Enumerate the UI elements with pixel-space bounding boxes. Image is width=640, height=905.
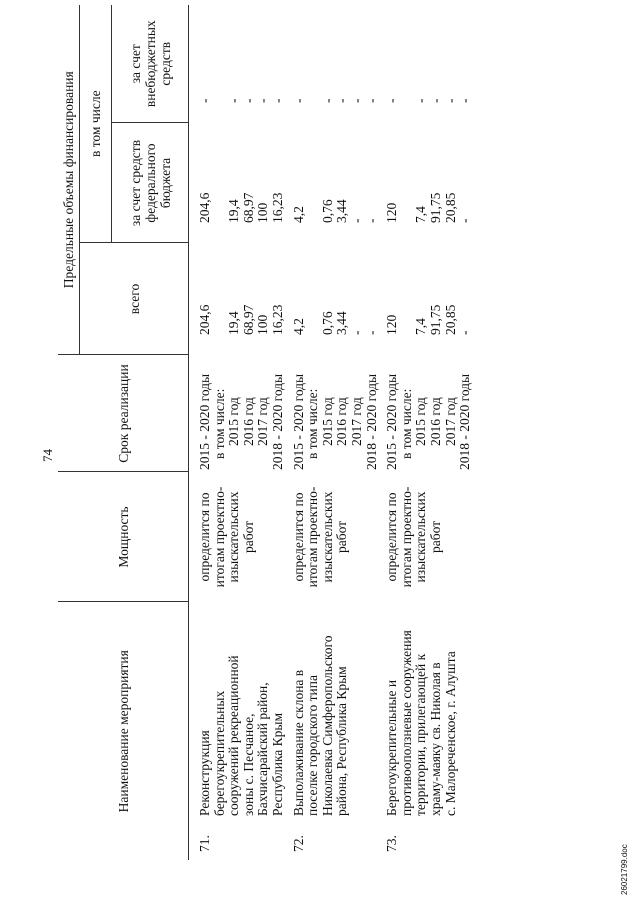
cell-line: 2018 - 2020 годы: [363, 373, 379, 470]
cell-line: 91,75: [427, 304, 443, 335]
cell-line: 91,75: [427, 192, 443, 223]
cell-line: -: [226, 98, 242, 103]
cell-line: с. Малореченское, г. Алушта: [442, 651, 458, 816]
header-financing: Предельные объемы финансирования: [58, 5, 80, 355]
cell-capacity: [292, 472, 386, 602]
cell-line: определится по: [290, 492, 306, 582]
row-number: 71.: [197, 835, 212, 852]
cell-line: -: [442, 98, 458, 103]
cell-line: 68,97: [240, 304, 256, 335]
cell-line: 16,23: [269, 304, 285, 335]
document-id: 26021799.doc: [620, 844, 629, 895]
cell-line: 204,6: [197, 192, 212, 223]
cell-line: 16,23: [269, 192, 285, 223]
cell-line: -: [457, 218, 473, 223]
cell-line: 2015 - 2020 годы: [197, 373, 212, 470]
cell-line: 2017 год: [348, 397, 364, 446]
cell-line: работ: [240, 520, 256, 554]
cell-line: района, Республика Крым: [334, 666, 350, 816]
cell-line: 7,4: [413, 206, 429, 223]
table-row: [385, 5, 479, 860]
cell-line: 3,44: [334, 199, 350, 223]
cell-name: [385, 602, 479, 860]
cell-line: работ: [427, 520, 443, 554]
cell-line: определится по: [197, 492, 212, 582]
cell-line: зоны с. Песчаное,: [240, 713, 256, 816]
cell-line: 68,97: [240, 192, 256, 223]
cell-capacity: [189, 472, 292, 602]
cell-line: -: [348, 218, 364, 223]
cell-line: работ: [334, 520, 350, 554]
cell-total: [385, 243, 479, 355]
cell-capacity: [385, 472, 479, 602]
cell-line: Реконструкция: [197, 730, 212, 816]
cell-line: 2015 год: [413, 397, 429, 446]
cell-line: сооружений рекреационной: [226, 655, 242, 816]
header-total: всего: [80, 243, 189, 355]
cell-line: -: [384, 98, 400, 103]
cell-line: 2016 год: [334, 397, 350, 446]
cell-line: 2016 год: [427, 397, 443, 446]
row-number: 73.: [384, 835, 400, 852]
cell-federal: [292, 123, 386, 243]
cell-line: -: [457, 98, 473, 103]
table-body: [189, 5, 479, 860]
cell-line: 2018 - 2020 годы: [269, 373, 285, 470]
cell-line: Берегоукрепительные и: [384, 679, 400, 816]
cell-line: -: [269, 98, 285, 103]
cell-line: итогам проектно-: [398, 486, 414, 588]
cell-line: -: [457, 330, 473, 335]
table-row: [189, 5, 292, 860]
cell-line: в том числе:: [305, 388, 321, 459]
cell-line: 4,2: [290, 318, 306, 335]
cell-line: противооползневые сооружения: [398, 630, 414, 816]
header-including: в том числе: [80, 5, 112, 243]
cell-line: 204,6: [197, 304, 212, 335]
cell-line: 120: [384, 314, 400, 335]
page-number: 74: [40, 449, 55, 462]
cell-period: [385, 355, 479, 472]
cell-line: 19,4: [226, 311, 242, 335]
cell-period: [292, 355, 386, 472]
cell-line: берегоукрепительных: [211, 690, 227, 816]
cell-name: [189, 602, 292, 860]
cell-line: 2018 - 2020 годы: [457, 373, 473, 470]
header-name: Наименование мероприятия: [58, 602, 189, 860]
cell-line: в том числе:: [211, 388, 227, 459]
cell-line: 2017 год: [442, 397, 458, 446]
header-extra: за счет внебюджетных средств: [112, 5, 189, 123]
cell-line: определится по: [384, 492, 400, 582]
header-federal: за счет средств федерального бюджета: [112, 123, 189, 243]
cell-line: 7,4: [413, 318, 429, 335]
cell-line: 20,85: [442, 192, 458, 223]
cell-name: [292, 602, 386, 860]
cell-line: 19,4: [226, 199, 242, 223]
cell-line: изыскательских: [413, 491, 429, 583]
cell-line: Николаевка Симферопольского: [319, 635, 335, 816]
cell-line: Республика Крым: [269, 712, 285, 816]
cell-period: [189, 355, 292, 472]
cell-line: 120: [384, 202, 400, 223]
cell-line: 20,85: [442, 304, 458, 335]
cell-line: 2015 - 2020 годы: [384, 373, 400, 470]
financing-table: [58, 5, 479, 860]
cell-line: -: [255, 98, 271, 103]
cell-line: -: [240, 98, 256, 103]
cell-line: -: [290, 98, 306, 103]
cell-line: поселке городского типа: [305, 675, 321, 816]
cell-line: -: [319, 98, 335, 103]
cell-line: Бахчисарайский район,: [255, 682, 271, 816]
cell-line: -: [334, 98, 350, 103]
cell-extra: [385, 5, 479, 123]
cell-line: Выполаживание склона в: [290, 669, 306, 816]
cell-line: 3,44: [334, 311, 350, 335]
cell-line: 2016 год: [240, 397, 256, 446]
cell-line: изыскательских: [226, 491, 242, 583]
cell-line: -: [413, 98, 429, 103]
cell-line: итогам проектно-: [211, 486, 227, 588]
cell-line: 100: [255, 314, 271, 335]
row-number: 72.: [290, 835, 306, 852]
cell-line: 0,76: [319, 199, 335, 223]
cell-line: храму-маяку св. Николая в: [427, 662, 443, 816]
cell-total: [292, 243, 386, 355]
cell-line: 2015 год: [319, 397, 335, 446]
table-row: [292, 5, 386, 860]
cell-line: -: [348, 330, 364, 335]
header-capacity: Мощность: [58, 472, 189, 602]
cell-federal: [385, 123, 479, 243]
cell-extra: [292, 5, 386, 123]
header-period: Срок реализации: [58, 355, 189, 472]
cell-line: -: [348, 98, 364, 103]
cell-total: [189, 243, 292, 355]
cell-line: -: [363, 218, 379, 223]
cell-line: -: [363, 330, 379, 335]
cell-line: -: [427, 98, 443, 103]
cell-line: итогам проектно-: [305, 486, 321, 588]
cell-line: 2015 - 2020 годы: [290, 373, 306, 470]
cell-line: 0,76: [319, 311, 335, 335]
cell-line: изыскательских: [319, 491, 335, 583]
cell-extra: [189, 5, 292, 123]
cell-line: -: [197, 98, 212, 103]
cell-line: 100: [255, 202, 271, 223]
cell-line: -: [363, 98, 379, 103]
cell-line: 2015 год: [226, 397, 242, 446]
cell-federal: [189, 123, 292, 243]
cell-line: 4,2: [290, 206, 306, 223]
cell-line: территории, прилегающей к: [413, 653, 429, 816]
cell-line: в том числе:: [398, 388, 414, 459]
cell-line: 2017 год: [255, 397, 271, 446]
